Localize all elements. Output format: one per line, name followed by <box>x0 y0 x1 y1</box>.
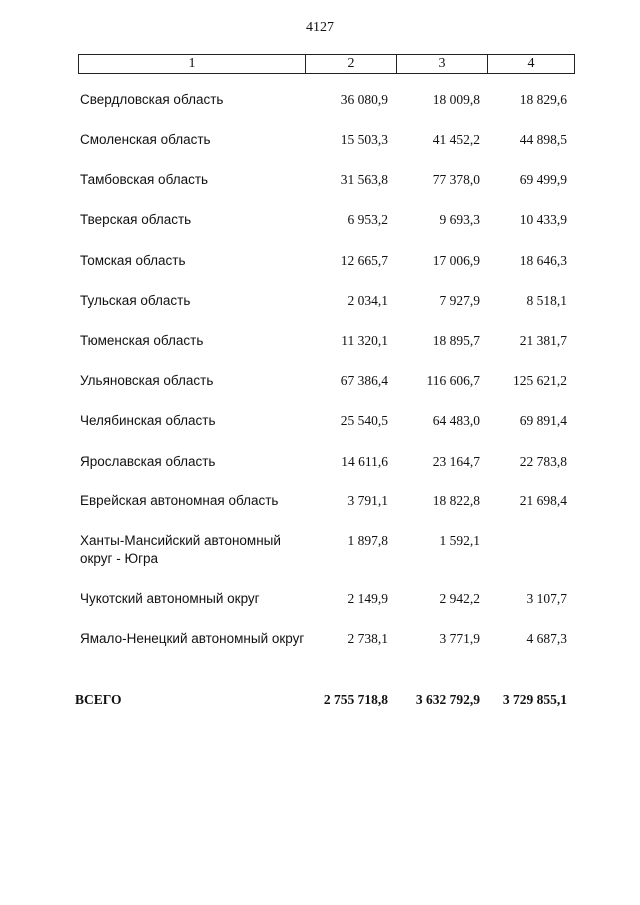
value-col-4: 22 783,8 <box>519 454 567 469</box>
value-col-4: 125 621,2 <box>513 373 567 388</box>
value-col-3: 116 606,7 <box>426 373 480 388</box>
value-col-4: 10 433,9 <box>519 212 567 227</box>
value-col-4: 44 898,5 <box>519 132 567 147</box>
region-name: Ульяновская область <box>80 373 214 388</box>
value-col-4: 18 646,3 <box>519 253 567 268</box>
page-number: 4127 <box>306 20 334 35</box>
region-name: Тюменская область <box>80 333 204 348</box>
table-header <box>78 54 575 74</box>
region-name: Смоленская область <box>80 132 211 147</box>
region-name: Свердловская область <box>80 92 224 107</box>
value-col-4: 69 499,9 <box>519 172 567 187</box>
value-col-2: 6 953,2 <box>347 212 388 227</box>
region-name: Ханты-Мансийский автономный округ - Югра <box>80 533 281 566</box>
value-col-2: 1 897,8 <box>347 533 388 548</box>
value-col-3: 1 592,1 <box>439 533 480 548</box>
column-header-3: 3 <box>396 55 487 73</box>
region-name: Челябинская область <box>80 413 216 428</box>
total-label: ВСЕГО <box>75 692 122 707</box>
region-name: Ямало-Ненецкий автономный округ <box>80 631 305 646</box>
region-name: Ярославская область <box>80 454 216 469</box>
value-col-2: 2 149,9 <box>347 591 388 606</box>
region-name: Чукотский автономный округ <box>80 591 260 606</box>
value-col-4: 8 518,1 <box>526 293 567 308</box>
value-col-2: 15 503,3 <box>340 132 388 147</box>
value-col-3: 18 895,7 <box>432 333 480 348</box>
value-col-4: 21 698,4 <box>519 493 567 508</box>
value-col-2: 31 563,8 <box>340 172 388 187</box>
region-name: Еврейская автономная область <box>80 493 279 508</box>
value-col-2: 2 738,1 <box>347 631 388 646</box>
value-col-3: 7 927,9 <box>439 293 480 308</box>
value-col-4: 3 107,7 <box>526 591 567 606</box>
value-col-3: 23 164,7 <box>432 454 480 469</box>
value-col-3: 3 771,9 <box>439 631 480 646</box>
value-col-3: 41 452,2 <box>432 132 480 147</box>
total-col-4: 3 729 855,1 <box>502 692 567 707</box>
value-col-4: 21 381,7 <box>519 333 567 348</box>
value-col-2: 14 611,6 <box>341 454 388 469</box>
column-header-4: 4 <box>487 55 574 73</box>
value-col-2: 11 320,1 <box>341 333 388 348</box>
total-col-2: 2 755 718,8 <box>323 692 388 707</box>
value-col-2: 2 034,1 <box>347 293 388 308</box>
region-name: Тульская область <box>80 293 191 308</box>
value-col-3: 9 693,3 <box>439 212 480 227</box>
value-col-4: 69 891,4 <box>519 413 567 428</box>
value-col-2: 36 080,9 <box>340 92 388 107</box>
column-header-1: 1 <box>188 56 196 71</box>
value-col-3: 2 942,2 <box>439 591 480 606</box>
value-col-4: 4 687,3 <box>526 631 567 646</box>
value-col-2: 3 791,1 <box>347 493 388 508</box>
region-name: Томская область <box>80 253 186 268</box>
value-col-4: 18 829,6 <box>519 92 567 107</box>
value-col-3: 18 009,8 <box>432 92 480 107</box>
value-col-3: 18 822,8 <box>432 493 480 508</box>
total-col-3: 3 632 792,9 <box>415 692 480 707</box>
column-header-2: 2 <box>305 55 396 73</box>
value-col-2: 67 386,4 <box>340 373 388 388</box>
value-col-2: 12 665,7 <box>340 253 388 268</box>
value-col-2: 25 540,5 <box>340 413 388 428</box>
value-col-3: 17 006,9 <box>432 253 480 268</box>
value-col-3: 77 378,0 <box>432 172 480 187</box>
region-name: Тамбовская область <box>80 172 209 187</box>
value-col-3: 64 483,0 <box>432 413 480 428</box>
region-name: Тверская область <box>80 212 192 227</box>
